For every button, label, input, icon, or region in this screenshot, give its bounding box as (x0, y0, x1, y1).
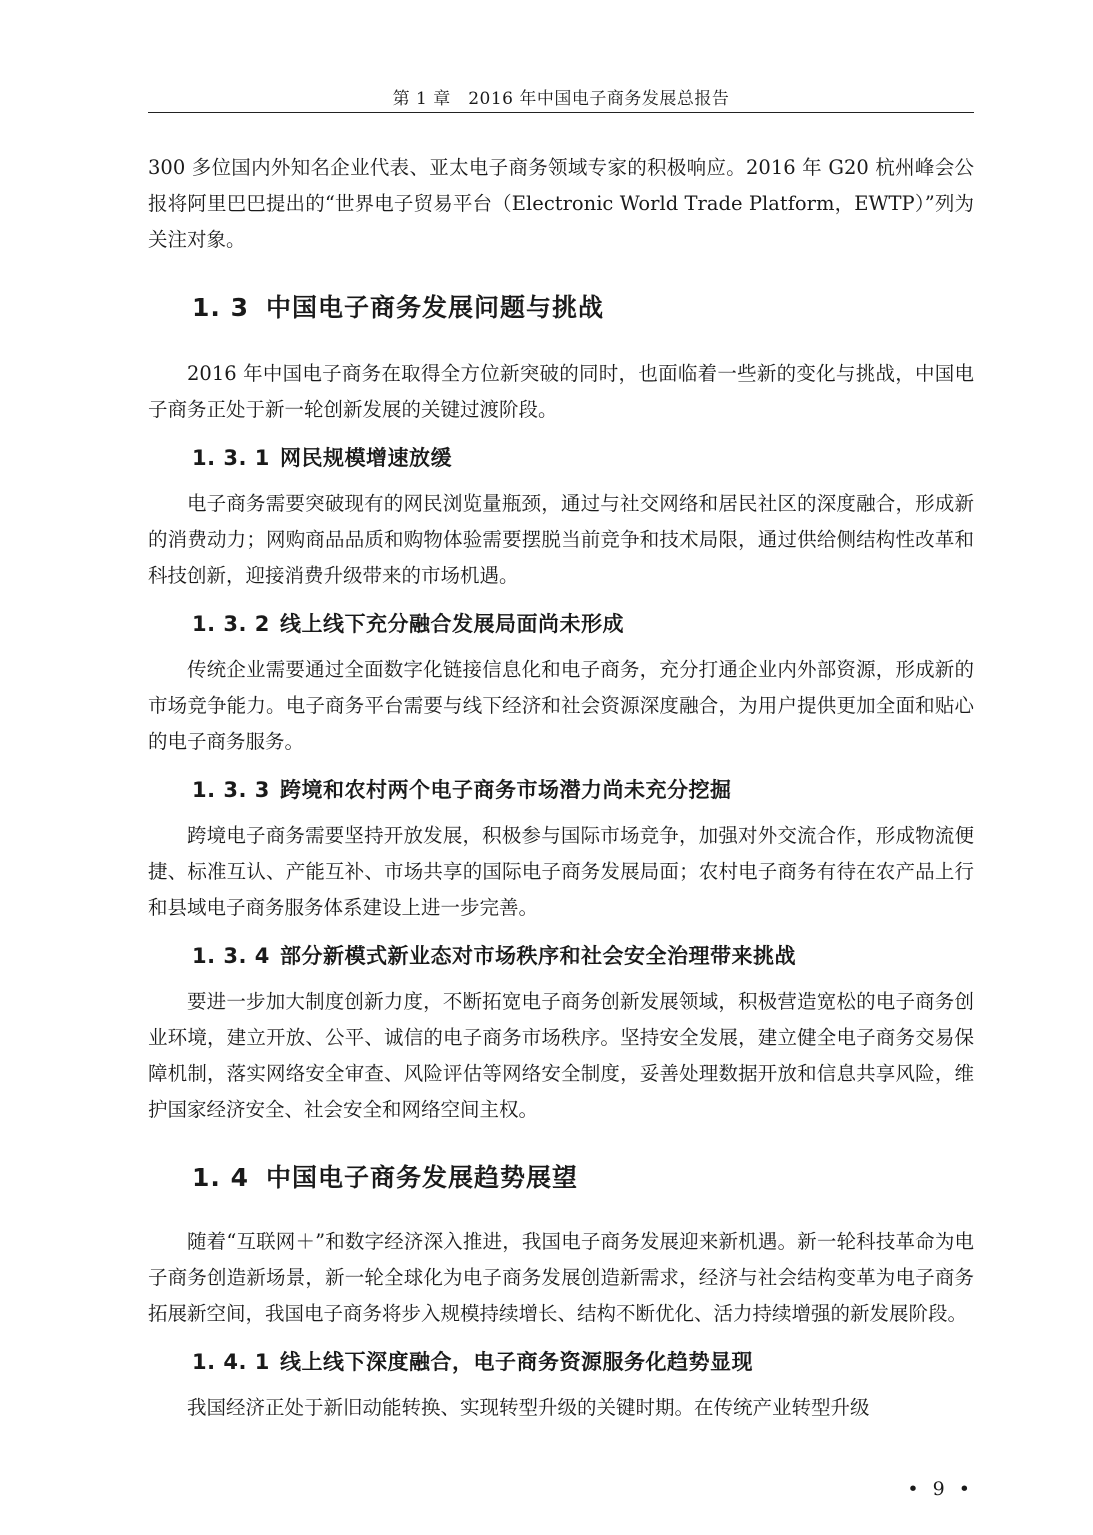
paragraph: 我国经济正处于新旧动能转换、实现转型升级的关键时期。在传统产业转型升级 (187, 1396, 870, 1419)
paragraph: 2016 年中国电子商务在取得全方位新突破的同时，也面临着一些新的变化与挑战，中国电子商务正处于新一轮创新发展的关键过渡阶段。 (148, 362, 974, 421)
subsection-title: 网民规模增速放缓 (280, 446, 452, 470)
page-number: • 9 • (907, 1478, 974, 1500)
paragraph: 随着“互联网＋”和数字经济深入推进，我国电子商务发展迎来新机遇。新一轮科技革命为电子商务创造新场景，新一轮全球化为电子商务发展创造新需求，经济与社会结构变革为电子商务拓展新空间，我国电子商务将步入规模持续增长、结构不断优化、活力持续增强的新发展阶段。 (148, 1230, 974, 1325)
subsection-title: 线上线下充分融合发展局面尚未形成 (280, 612, 624, 636)
subsection-number: 1. 4. 1 (192, 1350, 270, 1374)
paragraph: 300 多位国内外知名企业代表、亚太电子商务领域专家的积极响应。2016 年 G20 杭州峰会公报将阿里巴巴提出的“世界电子贸易平台（Electronic World Trade Platform，EWTP）”列为关注对象。 (148, 156, 974, 251)
subsection-number: 1. 3. 3 (192, 778, 270, 802)
subsection-number: 1. 3. 2 (192, 612, 270, 636)
subsection-title: 跨境和农村两个电子商务市场潜力尚未充分挖掘 (280, 778, 732, 802)
running-header: 第 1 章 2016 年中国电子商务发展总报告 (392, 89, 730, 109)
section-heading-1-3 (148, 288, 974, 324)
subsection-number: 1. 3. 1 (192, 446, 270, 470)
subsection-title: 线上线下深度融合，电子商务资源服务化趋势显现 (280, 1350, 753, 1374)
section-title: 中国电子商务发展趋势展望 (266, 1163, 579, 1192)
section-title: 中国电子商务发展问题与挑战 (266, 293, 605, 322)
section-number: 1. 3 (192, 293, 249, 322)
subsection-heading-1-3-4 (148, 940, 974, 970)
paragraph: 要进一步加大制度创新力度，不断拓宽电子商务创新发展领域，积极营造宽松的电子商务创业环境，建立开放、公平、诚信的电子商务市场秩序。坚持安全发展，建立健全电子商务交易保障机制，落实网络安全审查、风险评估等网络安全制度，妥善处理数据开放和信息共享风险，维护国家经济安全、社会安全和网络空间主权。 (148, 990, 974, 1121)
subsection-heading-1-3-3 (148, 774, 974, 804)
header-rule (148, 112, 974, 113)
subsection-heading-1-3-2 (148, 608, 974, 638)
section-heading-1-4 (148, 1158, 974, 1194)
paragraph: 传统企业需要通过全面数字化链接信息化和电子商务，充分打通企业内外部资源，形成新的市场竞争能力。电子商务平台需要与线下经济和社会资源深度融合，为用户提供更加全面和贴心的电子商务服务。 (148, 658, 974, 753)
subsection-heading-1-4-1 (148, 1346, 974, 1376)
subsection-number: 1. 3. 4 (192, 944, 270, 968)
subsection-title: 部分新模式新业态对市场秩序和社会安全治理带来挑战 (280, 944, 796, 968)
page-content (148, 150, 974, 1426)
paragraph: 电子商务需要突破现有的网民浏览量瓶颈，通过与社交网络和居民社区的深度融合，形成新的消费动力；网购商品品质和购物体验需要摆脱当前竞争和技术局限，通过供给侧结构性改革和科技创新，迎接消费升级带来的市场机遇。 (148, 492, 974, 587)
section-number: 1. 4 (192, 1163, 249, 1192)
subsection-heading-1-3-1 (148, 442, 974, 472)
paragraph: 跨境电子商务需要坚持开放发展，积极参与国际市场竞争，加强对外交流合作，形成物流便捷、标准互认、产能互补、市场共享的国际电子商务发展局面；农村电子商务有待在农产品上行和县域电子商务服务体系建设上进一步完善。 (148, 824, 974, 919)
